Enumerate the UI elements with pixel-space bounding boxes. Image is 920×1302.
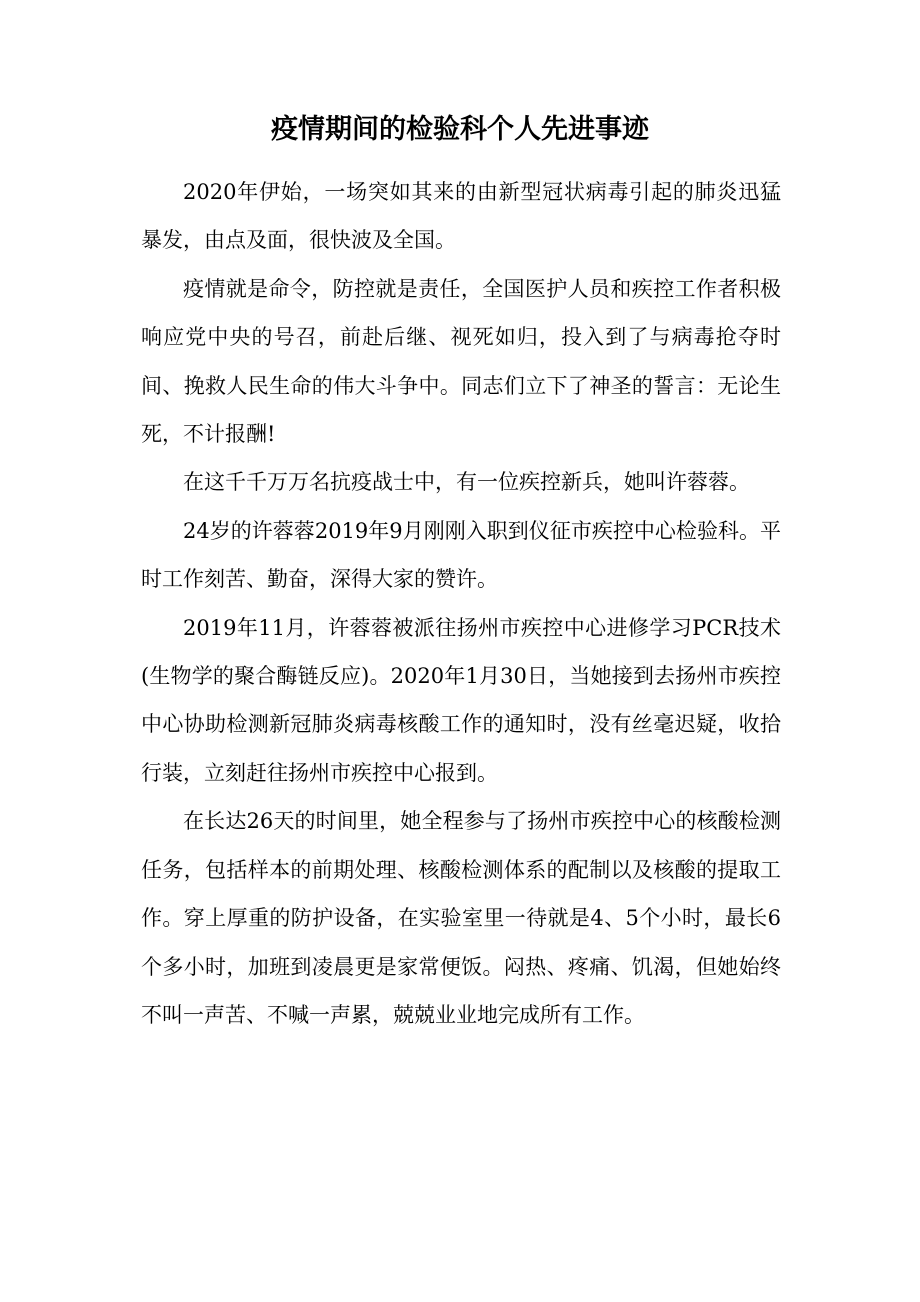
paragraph-5: 2019年11月，许蓉蓉被派往扬州市疾控中心进修学习PCR技术(生物学的聚合酶链反应)。2020年1月30日，当她接到去扬州市疾控中心协助检测新冠肺炎病毒核酸工作的通知时，没有丝毫迟疑，收拾行装，立刻赶往扬州市疾控中心报到。	[141, 615, 781, 785]
document-title: 疫情期间的检验科个人先进事迹	[271, 114, 649, 145]
paragraph-6: 在长达26天的时间里，她全程参与了扬州市疾控中心的核酸检测任务，包括样本的前期处理、核酸检测体系的配制以及核酸的提取工作。穿上厚重的防护设备，在实验室里一待就是4、5个小时，最长6个多小时，加班到凌晨更是家常便饭。闷热、疼痛、饥渴，但她始终不叫一声苦、不喊一声累，兢兢业业地完成所有工作。	[141, 809, 781, 1027]
paragraph-3: 在这千千万万名抗疫战士中，有一位疾控新兵，她叫许蓉蓉。	[183, 470, 750, 495]
paragraph-4: 24岁的许蓉蓉2019年9月刚刚入职到仪征市疾控中心检验科。平时工作刻苦、勤奋，深得大家的赞许。	[141, 518, 781, 592]
paragraph-1: 2020年伊始，一场突如其来的由新型冠状病毒引起的肺炎迅猛暴发，由点及面，很快波及全国。	[141, 180, 781, 253]
document-body	[141, 168, 781, 1039]
paragraph-2: 疫情就是命令，防控就是责任，全国医护人员和疾控工作者积极响应党中央的号召，前赴后继、视死如归，投入到了与病毒抢夺时间、挽救人民生命的伟大斗争中。同志们立下了神圣的誓言：无论生死，不计报酬!	[141, 276, 781, 447]
